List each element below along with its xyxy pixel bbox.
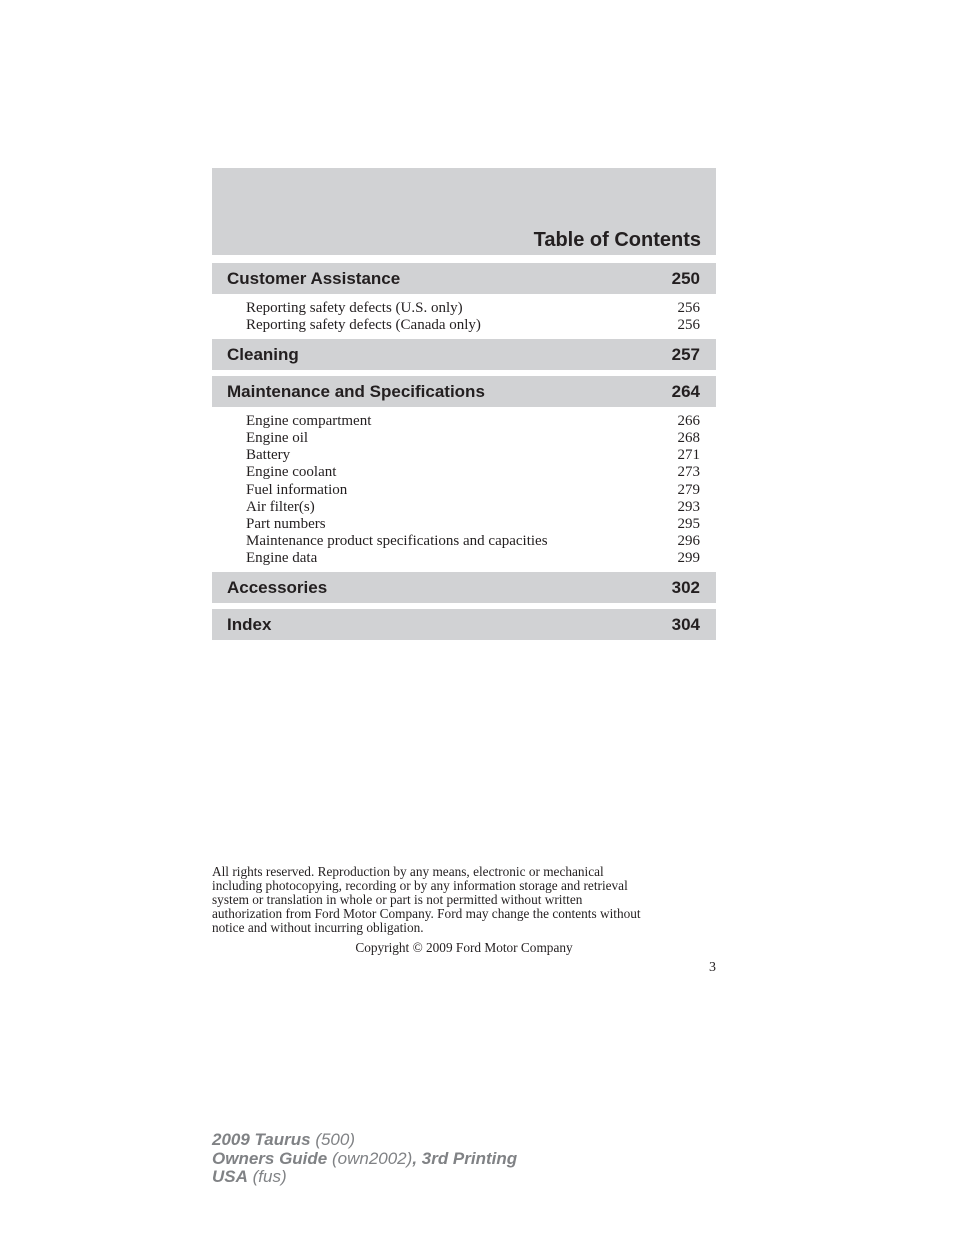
entry-label: Battery (246, 447, 291, 464)
page-title: Table of Contents (533, 229, 701, 251)
section-page: 250 (671, 268, 700, 288)
section-page: 304 (671, 614, 700, 634)
toc-section-cleaning[interactable] (212, 339, 716, 370)
entry-page: 293 (677, 498, 700, 515)
section-title: Customer Assistance (227, 268, 401, 288)
entry-label: Part numbers (246, 515, 326, 532)
toc-entry[interactable] (246, 300, 700, 317)
section-entries (212, 407, 716, 572)
entry-page: 268 (677, 430, 700, 447)
entry-page: 271 (677, 447, 700, 464)
legal-notice (212, 865, 716, 935)
entry-label: Air filter(s) (246, 498, 315, 515)
toc-entry[interactable] (246, 482, 700, 499)
toc-entry[interactable] (246, 499, 700, 516)
toc-entry[interactable] (246, 413, 700, 430)
entry-page: 266 (677, 413, 700, 430)
toc-entry[interactable] (246, 447, 700, 464)
page-number: 3 (709, 960, 716, 975)
legal-line: system or translation in whole or part is not permitted without written (212, 892, 583, 907)
entry-label: Engine compartment (246, 413, 372, 430)
toc-entry[interactable] (246, 533, 700, 550)
section-page: 257 (671, 344, 700, 364)
toc-entry[interactable] (246, 430, 700, 447)
entry-page: 279 (677, 481, 700, 498)
section-entries (212, 294, 716, 339)
legal-line: authorization from Ford Motor Company. Ford may change the contents without (212, 906, 641, 921)
toc-entry[interactable] (246, 550, 700, 567)
section-title: Index (227, 614, 272, 634)
legal-line: All rights reserved. Reproduction by any means, electronic or mechanical (212, 864, 604, 879)
entry-label: Engine oil (246, 430, 309, 447)
toc-entry[interactable] (246, 464, 700, 481)
toc-title-bar (212, 168, 716, 255)
entry-label: Reporting safety defects (U.S. only) (246, 300, 463, 316)
section-title: Accessories (227, 577, 328, 597)
entry-page: 273 (677, 464, 700, 481)
entry-page: 295 (677, 515, 700, 532)
legal-line: notice and without incurring obligation. (212, 920, 424, 935)
footer-line-3: USA (fus) (212, 1167, 287, 1186)
entry-label: Engine coolant (246, 464, 337, 481)
entry-label: Fuel information (246, 481, 348, 498)
footer-line-1: 2009 Taurus (500) (212, 1130, 356, 1149)
toc-entry[interactable] (246, 317, 700, 334)
toc-section-index[interactable] (212, 609, 716, 640)
section-title: Cleaning (227, 344, 299, 364)
toc-section-customer-assistance[interactable] (212, 263, 716, 294)
legal-line: including photocopying, recording or by any information storage and retrieval (212, 878, 628, 893)
footer-line-2: Owners Guide (own2002), 3rd Printing (212, 1148, 518, 1168)
entry-label: Engine data (246, 549, 318, 566)
toc-section-accessories[interactable] (212, 572, 716, 603)
entry-label: Maintenance product specifications and capacities (246, 532, 548, 549)
toc-section-maintenance-and-specifications[interactable] (212, 376, 716, 407)
entry-page: 256 (677, 317, 700, 334)
section-title: Maintenance and Specifications (227, 381, 485, 401)
entry-page: 296 (677, 532, 700, 549)
copyright-notice: Copyright © 2009 Ford Motor Company (355, 940, 573, 955)
section-page: 264 (671, 381, 700, 401)
section-page: 302 (671, 577, 700, 597)
entry-label: Reporting safety defects (Canada only) (246, 317, 481, 334)
toc-entry[interactable] (246, 516, 700, 533)
print-footer (212, 1131, 517, 1187)
table-of-contents (212, 168, 716, 640)
entry-page: 299 (677, 549, 700, 566)
entry-page: 256 (677, 300, 700, 316)
